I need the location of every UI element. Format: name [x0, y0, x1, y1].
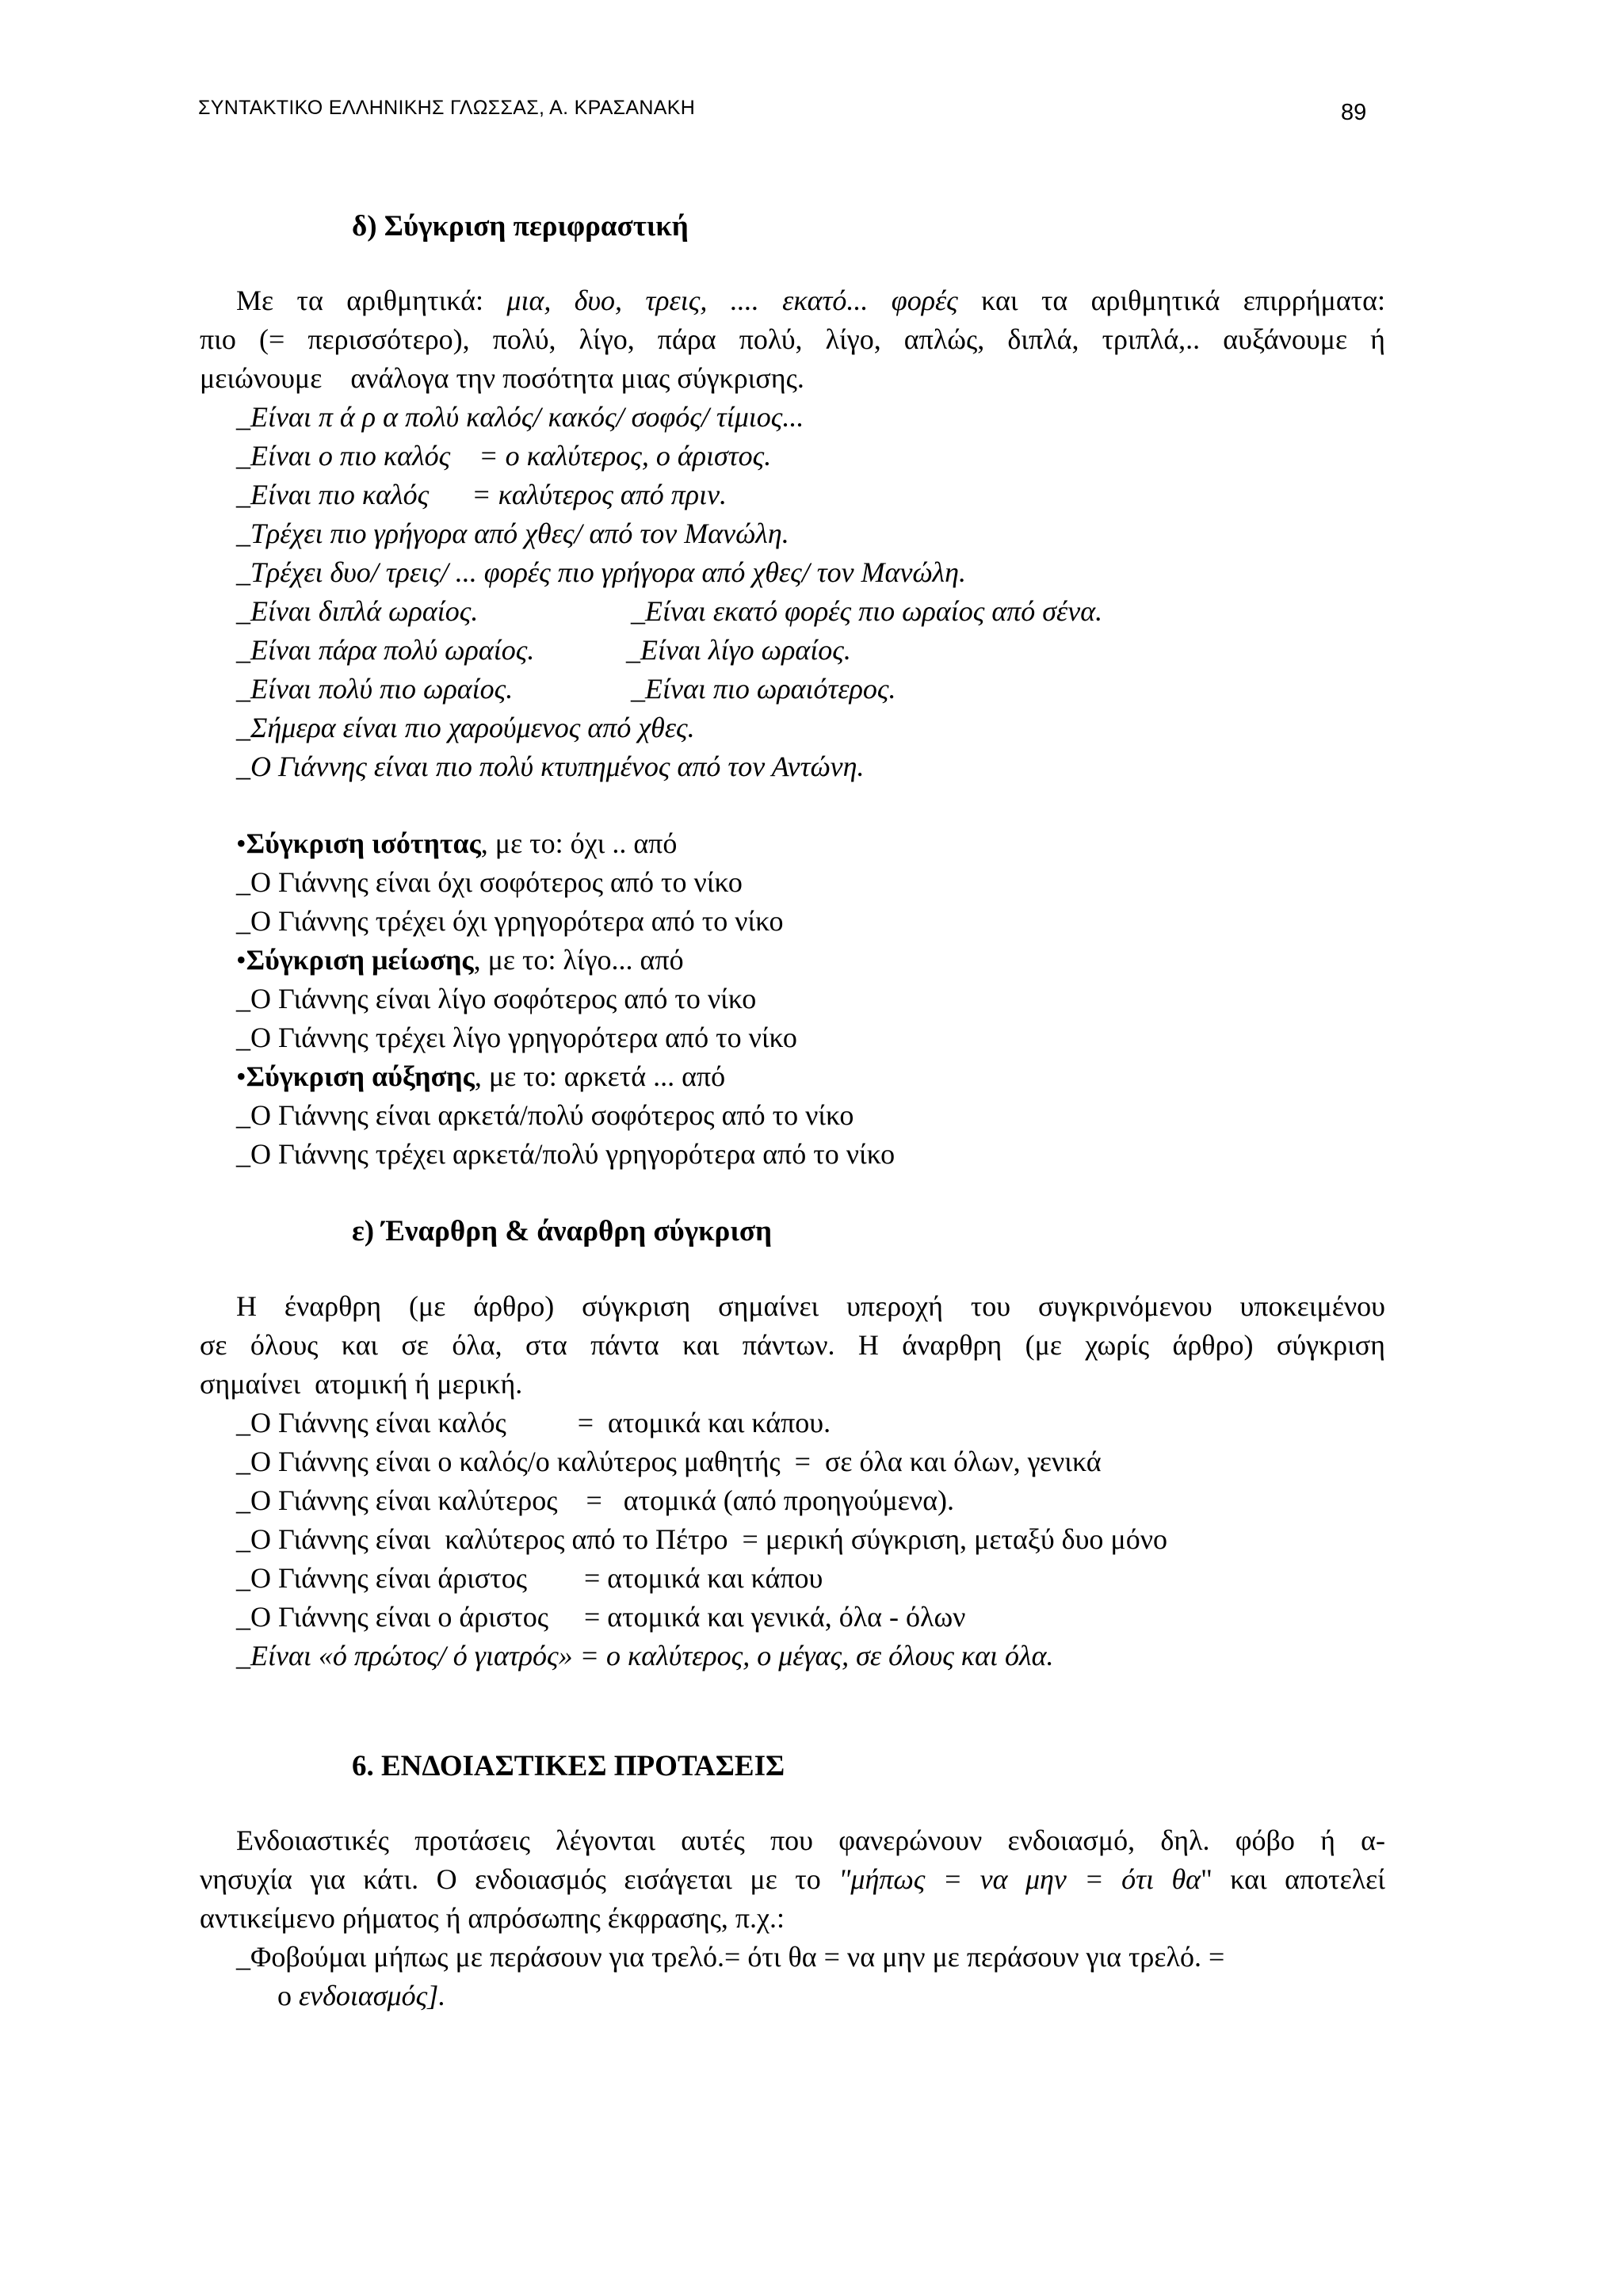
example-line: _Ο Γιάννης είναι πιο πολύ κτυπημένος από τον Αντώνη.	[236, 751, 865, 782]
bullet-rest: , με το: αρκετά ... από	[474, 1060, 726, 1092]
bullet-item	[236, 1057, 725, 1095]
bullet-rest: , με το: λίγο... από	[473, 944, 684, 976]
section-heading-e: ε) Έναρθρη & άναρθρη σύγκριση	[352, 1215, 772, 1247]
example-line: _Ο Γιάννης είναι άριστος = ατομικά και κάπου	[236, 1562, 823, 1594]
example-line: _Ο Γιάννης είναι ο άριστος = ατομικά και γενικά, όλα - όλων	[236, 1601, 966, 1633]
paragraph-line: σημαίνει ατομική ή μερική.	[200, 1368, 523, 1400]
example-line: _Τρέχει πιο γρήγορα από χθες/ από τον Μανώλη.	[236, 518, 789, 549]
bullet-term: Σύγκριση αύξησης	[246, 1060, 475, 1092]
example-pair-left: _Είναι πάρα πολύ ωραίος.	[236, 634, 535, 666]
example-line: _Ο Γιάννης είναι καλύτερος = ατομικά (από προηγούμενα).	[236, 1484, 955, 1516]
italic-text-run: μια, δυο, τρεις, .... εκατό... φορές	[506, 285, 958, 316]
text-run: και τα αριθμητικά επιρρήματα:	[957, 285, 1386, 316]
example-line: _Είναι ο πιο καλός = ο καλύτερος, ο άριστος.	[236, 440, 772, 472]
text-run: ο	[277, 1980, 299, 2011]
bullet-symbol: •	[236, 827, 246, 859]
example-pair-right: _Είναι πιο ωραιότερος.	[631, 673, 896, 705]
bullet-symbol: •	[236, 1060, 246, 1092]
bullet-symbol: •	[236, 944, 246, 976]
section-heading-6: 6. ΕΝΔΟΙΑΣΤΙΚΕΣ ΠΡΟΤΑΣΕΙΣ	[352, 1750, 785, 1782]
paragraph-line: μειώνουμε ανάλογα την ποσότητα μιας σύγκρισης.	[200, 362, 804, 394]
example-line: _Σήμερα είναι πιο χαρούμενος από χθες.	[236, 712, 695, 743]
paragraph-line: αντικείμενο ρήματος ή απρόσωπης έκφρασης, π.χ.:	[200, 1902, 785, 1934]
paragraph-line: σε όλους και σε όλα, στα πάντα και πάντων. Η άναρθρη (με χωρίς άρθρο) σύγκριση	[200, 1329, 1385, 1361]
example-pair-right: _Είναι εκατό φορές πιο ωραίος από σένα.	[631, 595, 1103, 627]
paragraph-line: πιο (= περισσότερο), πολύ, λίγο, πάρα πολύ, λίγο, απλώς, διπλά, τριπλά,.. αυξάνουμε ή	[200, 323, 1385, 355]
example-line	[277, 1977, 445, 2015]
example-line: _Ο Γιάννης είναι αρκετά/πολύ σοφότερος από το νίκο	[236, 1099, 854, 1131]
paragraph-line: Η έναρθρη (με άρθρο) σύγκριση σημαίνει υπεροχή του συγκρινόμενου υποκειμένου	[236, 1290, 1385, 1322]
example-line: _Είναι πιο καλός = καλύτερος από πριν.	[236, 479, 727, 510]
example-line: _Είναι π ά ρ α πολύ καλός/ κακός/ σοφός/ τίμιος...	[236, 401, 804, 433]
paragraph-line: Ενδοιαστικές προτάσεις λέγονται αυτές που φανερώνουν ενδοιασμό, δηλ. φόβο ή α-	[236, 1824, 1385, 1856]
bullet-item	[236, 941, 684, 979]
example-line: _Ο Γιάννης τρέχει αρκετά/πολύ γρηγορότερα από το νίκο	[236, 1138, 896, 1170]
bullet-term: Σύγκριση ισότητας	[246, 827, 481, 859]
text-run: Με τα αριθμητικά:	[236, 285, 507, 316]
example-line: _Φοβούμαι μήπως με περάσουν για τρελό.= ότι θα = να μην με περάσουν για τρελό. =	[236, 1941, 1225, 1973]
text-run: " και αποτελεί	[1201, 1863, 1385, 1895]
page-number: 89	[1341, 100, 1367, 125]
running-header	[198, 97, 1387, 128]
example-line: _Ο Γιάννης είναι καλύτερος από το Πέτρο = μερική σύγκριση, μεταξύ δυο μόνο	[236, 1523, 1168, 1555]
example-line: _Ο Γιάννης τρέχει λίγο γρηγορότερα από το νίκο	[236, 1022, 797, 1053]
example-pair-right: _Είναι λίγο ωραίος.	[626, 634, 851, 666]
example-line: _Ο Γιάννης τρέχει όχι γρηγορότερα από το νίκο	[236, 905, 784, 937]
bullet-item	[236, 824, 677, 862]
header-title: ΣΥΝΤΑΚΤΙΚΟ ΕΛΛΗΝΙΚΗΣ ΓΛΩΣΣΑΣ, Α. ΚΡΑΣΑΝΑΚΗ	[198, 97, 696, 119]
example-line: _Είναι «ό πρώτος/ ό γιατρός» = ο καλύτερος, ο μέγας, σε όλους και όλα.	[236, 1640, 1054, 1671]
paragraph-line	[200, 1860, 1385, 1898]
example-pair-left: _Είναι διπλά ωραίος.	[236, 595, 479, 627]
section-heading-d: δ) Σύγκριση περιφραστική	[352, 210, 689, 243]
italic-text-run: ενδοιασμός].	[299, 1980, 446, 2011]
example-line: _Ο Γιάννης είναι καλός = ατομικά και κάπου.	[236, 1407, 831, 1438]
italic-text-run: "μήπως = να μην = ότι θα	[838, 1863, 1201, 1895]
example-line: _Τρέχει δυο/ τρεις/ ... φορές πιο γρήγορα από χθες/ τον Μανώλη.	[236, 556, 966, 588]
paragraph-line	[236, 281, 1385, 319]
example-line: _Ο Γιάννης είναι ο καλός/ο καλύτερος μαθητής = σε όλα και όλων, γενικά	[236, 1446, 1102, 1477]
example-line: _Ο Γιάννης είναι όχι σοφότερος από το νίκο	[236, 866, 743, 898]
example-line: _Ο Γιάννης είναι λίγο σοφότερος από το νίκο	[236, 983, 757, 1014]
bullet-term: Σύγκριση μείωσης	[246, 944, 474, 976]
bullet-rest: , με το: όχι .. από	[480, 827, 678, 859]
text-run: νησυχία για κάτι. Ο ενδοιασμός εισάγεται με το	[200, 1863, 839, 1895]
example-pair-left: _Είναι πολύ πιο ωραίος.	[236, 673, 514, 705]
